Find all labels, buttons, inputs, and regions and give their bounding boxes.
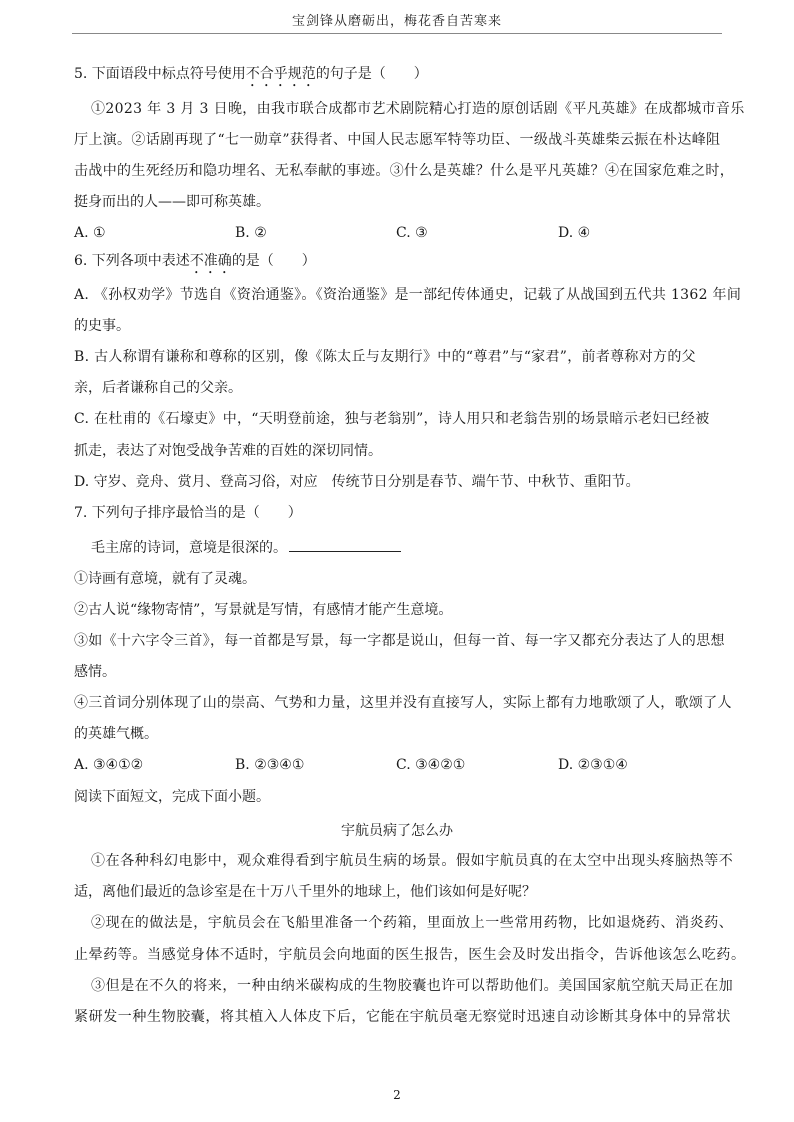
q6-stem-emphasis: 不准确 xyxy=(189,253,232,269)
q7-option-b[interactable]: B. ②③④① xyxy=(235,757,305,773)
q6-option-c[interactable]: C. 在杜甫的《石壕吏》中，“天明登前途，独与老翁别”，诗人用只和老翁告别的场景暗示老妇已经被 xyxy=(74,411,710,427)
q5-stem xyxy=(74,65,428,90)
q7-option-c[interactable]: C. ③④②① xyxy=(396,757,466,773)
header-motto: 宝剑锋从磨砺出，梅花香自苦寒来 xyxy=(291,14,502,29)
q6-option-b-cont: 亲，后者谦称自己的父亲。 xyxy=(74,380,242,396)
q7-lead-text: 毛主席的诗词，意境是很深的。 xyxy=(91,540,287,556)
q5-stem-post: 的句子是（ ） xyxy=(315,66,428,82)
header-divider xyxy=(72,33,722,34)
q5-passage-line: 厅上演。②话剧再现了“七一勋章”获得者、中国人民志愿军特等功臣、一级战斗英雄柴云振在朴达峰阻 xyxy=(74,132,721,148)
q6-stem-post: 的是（ ） xyxy=(231,253,316,269)
reading-paragraph-line: 紧研发一种生物胶囊，将其植入人体皮下后，它能在宇航员毫无察觉时迅速自动诊断其身体中的异常状 xyxy=(74,1009,731,1025)
q5-stem-emphasis: 不合乎规范 xyxy=(245,66,316,82)
q7-answer-blank[interactable] xyxy=(289,537,401,552)
q7-stem: 7. 下列句子排序最恰当的是（ ） xyxy=(74,505,302,521)
q5-option-c[interactable]: C. ③ xyxy=(396,225,428,241)
q6-stem xyxy=(74,252,316,277)
q6-option-b[interactable]: B. 古人称谓有谦称和尊称的区别，像《陈太丘与友期行》中的“尊君”与“家君”，前者尊称对方的父 xyxy=(74,349,696,365)
reading-paragraph-line: 止晕药等。当感觉身体不适时，宇航员会向地面的医生报告，医生会及时发出指令，告诉他该怎么吃药。 xyxy=(74,947,746,963)
reading-paragraph-line: ③但是在不久的将来，一种由纳米碳构成的生物胶囊也许可以帮助他们。美国国家航空航天局正在加 xyxy=(91,978,734,994)
q5-passage-line: ①2023 年 3 月 3 日晚，由我市联合成都市艺术剧院精心打造的原创话剧《平凡英雄》在成都城市音乐 xyxy=(91,101,745,117)
q7-option-d[interactable]: D. ②③①④ xyxy=(558,757,628,773)
q6-option-a-cont: 的史事。 xyxy=(74,318,130,334)
q7-sentence: ①诗画有意境，就有了灵魂。 xyxy=(74,571,256,587)
q5-option-b[interactable]: B. ② xyxy=(235,225,267,241)
q7-option-a[interactable]: A. ③④①② xyxy=(74,757,144,773)
reading-intro: 阅读下面短文，完成下面小题。 xyxy=(74,789,270,805)
reading-paragraph-line: 适，离他们最近的急诊室是在十万八千里外的地球上，他们该如何是好呢？ xyxy=(74,884,536,900)
page-number: 2 xyxy=(393,1088,401,1102)
q5-option-a[interactable]: A. ① xyxy=(74,225,106,241)
q7-lead xyxy=(91,537,401,557)
q5-stem-pre: 5. 下面语段中标点符号使用 xyxy=(74,66,246,82)
reading-paragraph-line: ①在各种科幻电影中，观众难得看到宇航员生病的场景。假如宇航员真的在太空中出现头疼脑热等不 xyxy=(91,853,734,869)
q6-stem-pre: 6. 下列各项中表述 xyxy=(74,253,190,269)
q7-sentence: ④三首词分别体现了山的崇高、气势和力量，这里并没有直接写人，实际上都有力地歌颂了人，歌颂了人 xyxy=(74,695,732,711)
q6-option-a[interactable]: A. 《孙权劝学》节选自《资治通鉴》。《资治通鉴》是一部纪传体通史，记载了从战国到五代共 1362 年间 xyxy=(74,287,742,303)
reading-title: 宇航员病了怎么办 xyxy=(341,823,453,839)
q6-option-c-cont: 抓走，表达了对饱受战争苦难的百姓的深切同情。 xyxy=(74,443,382,459)
q7-sentence-cont: 感情。 xyxy=(74,664,116,680)
q7-sentence-cont: 的英雄气概。 xyxy=(74,726,158,742)
reading-paragraph-line: ②现在的做法是，宇航员会在飞船里准备一个药箱，里面放上一些常用药物，比如退烧药、消炎药、 xyxy=(91,915,734,931)
q5-option-d[interactable]: D. ④ xyxy=(558,225,591,241)
q5-passage-line: 挺身而出的人——即可称英雄。 xyxy=(74,194,270,210)
q5-passage-line: 击战中的生死经历和隐功埋名、无私奉献的事迹。③什么是英雄？什么是平凡英雄？④在国家危难之时， xyxy=(74,163,735,179)
q6-option-d[interactable]: D. 守岁、竞舟、赏月、登高习俗，对应 传统节日分别是春节、端午节、中秋节、重阳节。 xyxy=(74,474,640,490)
q7-sentence: ②古人说“缘物寄情”，写景就是写情，有感情才能产生意境。 xyxy=(74,602,453,618)
q7-sentence: ③如《十六字令三首》，每一首都是写景，每一字都是说山，但每一首、每一字又都充分表达了人的思想 xyxy=(74,633,725,649)
